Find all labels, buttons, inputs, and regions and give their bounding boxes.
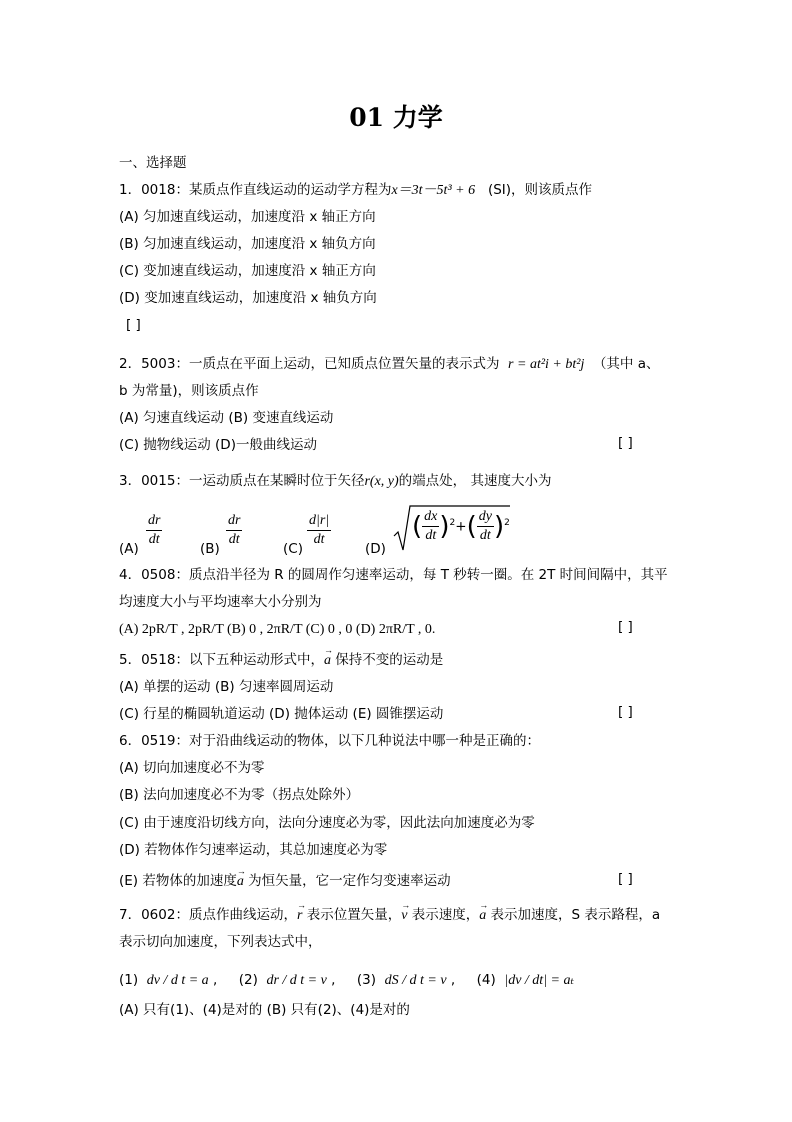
page-title: 01 力学	[349, 103, 443, 132]
q1-stem: 1．0018：某质点作直线运动的运动学方程为x＝3t－5t³ + 6 (SI)，则该质点作	[119, 182, 593, 198]
q1-option-d: (D) 变加速直线运动，加速度沿 x 轴负方向	[119, 290, 377, 306]
q6-option-b: (B) 法向加速度必不为零（拐点处除外）	[119, 787, 360, 803]
q3-option-c-frac: $\frac{d|r|}{dt}$	[309, 513, 330, 547]
q6-option-d: (D) 若物体作匀速率运动，其总加速度必为零	[119, 842, 388, 858]
q2-answer-bracket: [ ]	[618, 435, 633, 451]
q7-stem-cont: 表示切向加速度，下列表达式中，	[119, 934, 322, 950]
q4-stem: 4．0508：质点沿半径为 R 的圆周作匀速率运动，每 T 秒转一圈。在 2T 时间间隔中，其平	[119, 567, 668, 583]
q2-options-ab: (A) 匀速直线运动 (B) 变速直线运动	[119, 410, 334, 426]
q3-label-c: (C)	[283, 541, 303, 557]
q3-label-a: (A)	[119, 541, 139, 557]
q7-expressions: (1) dv / d t = a , (2) dr / d t = v , (3) dS / d t = v , (4) |dv / dt| = aₜ	[119, 972, 574, 988]
q4-answer-bracket: [ ]	[618, 619, 633, 635]
q2-stem: 2．5003：一质点在平面上运动，已知质点位置矢量的表示式为 r = at²i + bt²j （其中 a、	[119, 356, 660, 372]
q4-options: (A) 2pR/T , 2pR/T (B) 0 , 2πR/T (C) 0 , 0 (D) 2πR/T , 0.	[119, 622, 436, 637]
q1-option-c: (C) 变加速直线运动，加速度沿 x 轴正方向	[119, 263, 376, 279]
q6-option-c: (C) 由于速度沿切线方向，法向分速度必为零，因此法向加速度必为零	[119, 815, 535, 831]
q3-option-b-frac: $\frac{dr}{dt}$	[228, 513, 241, 547]
q7-options: (A) 只有(1)、(4)是对的 (B) 只有(2)、(4)是对的	[119, 1002, 410, 1018]
q7-stem: 7．0602：质点作曲线运动，→ r 表示位置矢量，→ v 表示速度，→ a 表示加速度，S 表示路程，a	[119, 905, 660, 926]
q6-answer-bracket: [ ]	[618, 871, 633, 887]
q4-stem-cont: 均速度大小与平均速率大小分别为	[119, 594, 322, 610]
q5-answer-bracket: [ ]	[618, 704, 633, 720]
q3-stem: 3．0015：一运动质点在某瞬时位于矢径r(x, y)的端点处， 其速度大小为	[119, 473, 552, 489]
q1-option-b: (B) 匀加速直线运动，加速度沿 x 轴负方向	[119, 236, 376, 252]
section-heading: 一、选择题	[119, 155, 187, 171]
q1-answer-bracket: [ ]	[126, 317, 141, 333]
q6-option-a: (A) 切向加速度必不为零	[119, 760, 265, 776]
q1-option-a: (A) 匀加速直线运动，加速度沿 x 轴正方向	[119, 209, 376, 225]
q3-option-a-frac: $\frac{dr}{dt}$	[148, 513, 161, 547]
q2-options-cd: (C) 抛物线运动 (D)一般曲线运动	[119, 437, 317, 453]
q2-stem-cont: b 为常量)，则该质点作	[119, 383, 259, 399]
q3-label-b: (B)	[200, 541, 220, 557]
q5-options-1: (A) 单摆的运动 (B) 匀速率圆周运动	[119, 679, 334, 695]
q5-options-2: (C) 行星的椭圆轨道运动 (D) 抛体运动 (E) 圆锥摆运动	[119, 706, 444, 722]
q5-stem: 5．0518：以下五种运动形式中，→ a 保持不变的运动是	[119, 650, 443, 671]
q6-option-e: (E) 若物体的加速度→ a 为恒矢量，它一定作匀变速率运动	[119, 871, 451, 892]
q6-stem: 6．0519：对于沿曲线运动的物体，以下几种说法中哪一种是正确的：	[119, 733, 540, 749]
document-page: 01 力学 一、选择题 1．0018：某质点作直线运动的运动学方程为x＝3t－5t³ + 6 (SI)，则该质点作 (A) 匀加速直线运动，加速度沿 x 轴正方向 (B) 匀加速直线运动，加速度沿 x 轴负方向 (C) 变加速直线运动，加速度沿 x 轴正方向 (D) 变加速直线运动，加速度沿 x 轴负方向 [ ] 2．5003：一质点在平面上运动，已知质点位置矢量的表示式为 r = at²i + bt²j （其中 a、 b 为常量)，则该质点作 (A) 匀速直线运动 (B) 变速直线运动 (C) 抛物线运动 (D)一般曲线运动 [ ] 3．0015：一运动质点在某瞬时位于矢径r(x, y)的端点处， 其速度大小为 (A) $\frac{dr}{dt}$ (B) $\frac{dr}{dt}$ (C) $\frac{d|r|}{dt}$ (D) ( $\frac{dx}{dt}$ )$^2$+( $\frac{dy}{dt}$ )$^2$ 4．0508：质点沿半径为 R 的圆周作匀速率运动，每 T 秒转一圈。在 2T 时间间隔中，其平 均速度大小与平均速率大小分别为 (A) 2pR/T , 2pR/T (B) 0 , 2πR/T (C) 0 , 0 (D) 2πR/T , 0. [ ] 5．0518：以下五种运动形式中，→ a 保持不变的运动是 (A) 单摆的运动 (B) 匀速率圆周运动 (C) 行星的椭圆轨道运动 (D) 抛体运动 (E) 圆锥摆运动 [ ] 6．0519：对于沿曲线运动的物体，以下几种说法中哪一种是正确的： (A) 切向加速度必不为零 (B) 法向加速度必不为零（拐点处除外） (C) 由于速度沿切线方向，法向分速度必为零，因此法向加速度必为零 (D) 若物体作匀速率运动，其总加速度必为零 (E) 若物体的加速度→ a 为恒矢量，它一定作匀变速率运动 [ ] 7．0602：质点作曲线运动，→ r 表示位置矢量，→ v 表示速度，→ a 表示加速度，S 表示路程，a 表示切向加速度，下列表达式中， (1) dv / d t = a , (2) dr / d t = v , (3) dS / d t = v , (4) |dv / dt| = aₜ (A) 只有(1)、(4)是对的 (B) 只有(2)、(4)是对的	[0, 0, 792, 1122]
q3-label-d: (D)	[365, 541, 386, 557]
